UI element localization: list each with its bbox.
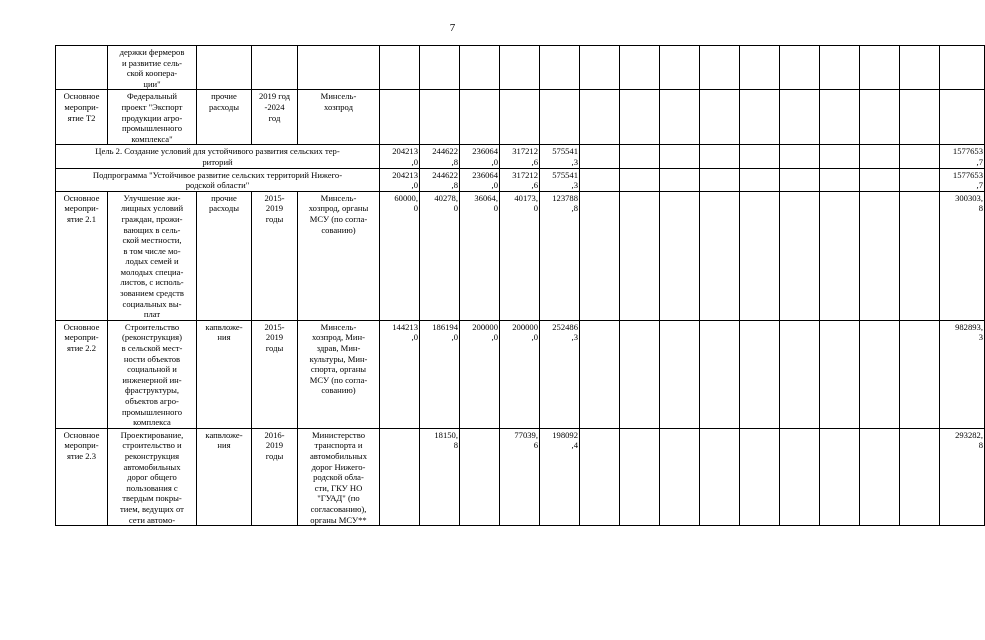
extra-value-cell — [940, 46, 985, 90]
expense-type-cell-text: прочие расходы — [209, 192, 239, 214]
expense-type-cell-text: капвложе- ния — [205, 321, 243, 343]
extra-value-cell — [580, 168, 620, 191]
program-table — [55, 45, 985, 526]
expense-type-cell-text: прочие расходы — [209, 91, 239, 112]
extra-value-cell — [620, 168, 660, 191]
funding-value-cell-text: 236064 ,0 — [472, 146, 498, 167]
table-row — [56, 191, 985, 320]
extra-value-cell — [740, 145, 780, 168]
funding-value-cell-text: 244622 ,8 — [432, 146, 458, 167]
measure-code-cell — [56, 90, 108, 145]
extra-value-cell — [740, 168, 780, 191]
funding-value-cell — [500, 320, 540, 428]
extra-value-cell — [660, 428, 700, 525]
extra-value-cell — [820, 90, 860, 145]
expense-type-cell — [197, 320, 252, 428]
funding-value-cell-text: 60000, 0 — [394, 192, 418, 214]
extra-value-cell — [780, 320, 820, 428]
funding-value-cell — [540, 46, 580, 90]
extra-value-cell — [900, 428, 940, 525]
extra-value-cell-text: 1577653 ,7 — [952, 169, 983, 191]
funding-value-cell — [500, 168, 540, 191]
funding-value-cell — [420, 145, 460, 168]
extra-value-cell — [940, 90, 985, 145]
measure-name-cell — [108, 46, 197, 90]
measure-code-cell — [56, 191, 108, 320]
funding-value-cell — [540, 145, 580, 168]
funding-value-cell — [460, 145, 500, 168]
funding-value-cell — [540, 90, 580, 145]
measure-name-cell-text: Строительство (реконструкция) в сельской мест- ности объектов социальной и инженерной ин- фраструктуры, объектов агро- промышленного комплекса — [121, 321, 183, 428]
extra-value-cell — [660, 46, 700, 90]
funding-value-cell-text: 200000 ,0 — [512, 321, 538, 343]
extra-value-cell — [900, 191, 940, 320]
extra-value-cell — [860, 145, 900, 168]
measure-code-cell — [56, 428, 108, 525]
funding-value-cell — [380, 428, 420, 525]
funding-value-cell-text: 144213 ,0 — [392, 321, 418, 343]
extra-value-cell — [700, 428, 740, 525]
funding-value-cell — [460, 90, 500, 145]
extra-value-cell — [740, 191, 780, 320]
measure-code-cell — [56, 320, 108, 428]
extra-value-cell — [780, 428, 820, 525]
period-cell-text: 2019 год -2024 год — [258, 91, 291, 123]
extra-value-cell — [580, 320, 620, 428]
extra-value-cell — [940, 428, 985, 525]
funding-value-cell-text: 40173, 0 — [514, 192, 538, 214]
funding-value-cell — [420, 428, 460, 525]
funding-value-cell — [500, 90, 540, 145]
extra-value-cell — [860, 191, 900, 320]
funding-value-cell — [420, 168, 460, 191]
funding-value-cell — [380, 46, 420, 90]
period-cell-text: 2015- 2019 годы — [264, 321, 285, 354]
funding-value-cell — [460, 168, 500, 191]
extra-value-cell — [780, 46, 820, 90]
funding-value-cell — [380, 168, 420, 191]
extra-value-cell — [620, 90, 660, 145]
funding-value-cell-text: 123788 ,8 — [552, 192, 578, 214]
table-row — [56, 320, 985, 428]
extra-value-cell — [820, 320, 860, 428]
period-cell — [252, 320, 298, 428]
funding-value-cell — [500, 46, 540, 90]
extra-value-cell — [660, 168, 700, 191]
funding-value-cell-text: 36064, 0 — [474, 192, 498, 214]
measure-name-cell-text: Улучшение жи- лищных условий граждан, прожи- вающих в сель- ской местности, в том числе мо- лодых семей и молодых специа- листов, с исполь- зованием средств социальных вы- плат — [120, 192, 184, 320]
funding-value-cell-text: 200000 ,0 — [472, 321, 498, 343]
period-cell — [252, 191, 298, 320]
funding-value-cell — [380, 320, 420, 428]
measure-name-cell-text: Проектирование, строительство и реконструкция автомобильных дорог общего пользования с твердым покры- тием, ведущих от сети автомо- — [120, 429, 184, 525]
extra-value-cell — [900, 145, 940, 168]
funding-value-cell — [420, 46, 460, 90]
extra-value-cell — [780, 191, 820, 320]
funding-value-cell-text: 186194 ,0 — [432, 321, 458, 343]
funding-value-cell-text: 204213 ,0 — [392, 146, 418, 167]
extra-value-cell — [740, 46, 780, 90]
extra-value-cell-text: 1577653 ,7 — [952, 146, 983, 167]
measure-name-cell — [108, 428, 197, 525]
extra-value-cell — [700, 320, 740, 428]
extra-value-cell — [740, 90, 780, 145]
funding-value-cell-text: 198092 ,4 — [552, 429, 578, 451]
measure-code-cell-text: Основное меропри- ятие 2.2 — [63, 321, 100, 354]
extra-value-cell — [940, 145, 985, 168]
funding-value-cell-text: 236064 ,0 — [472, 169, 498, 191]
funding-value-cell — [540, 191, 580, 320]
extra-value-cell — [940, 320, 985, 428]
funding-value-cell — [380, 90, 420, 145]
extra-value-cell-text: 293282, 8 — [955, 429, 983, 451]
extra-value-cell — [700, 46, 740, 90]
extra-value-cell — [900, 90, 940, 145]
funding-value-cell — [460, 46, 500, 90]
extra-value-cell — [740, 320, 780, 428]
executor-cell-text: Минсель- хозпрод — [320, 91, 357, 112]
executor-cell-text: Министерство транспорта и автомобильных дорог Нижего- родской обла- сти, ГКУ НО "ГУАД" (по согласованию), органы МСУ** — [309, 429, 368, 525]
extra-value-cell — [780, 90, 820, 145]
measure-name-cell-text: держки фермеров и развитие сель- ской коопера- ции" — [119, 47, 185, 89]
extra-value-cell — [860, 46, 900, 90]
funding-value-cell — [500, 428, 540, 525]
executor-cell — [298, 46, 380, 90]
extra-value-cell-text: 982893, 3 — [955, 321, 983, 343]
funding-value-cell — [460, 191, 500, 320]
funding-value-cell-text: 18150, 8 — [434, 429, 458, 451]
extra-value-cell — [820, 168, 860, 191]
funding-value-cell — [380, 145, 420, 168]
funding-value-cell-text: 317212 ,6 — [512, 169, 538, 191]
table-row — [56, 428, 985, 525]
expense-type-cell — [197, 428, 252, 525]
expense-type-cell — [197, 90, 252, 145]
extra-value-cell — [620, 46, 660, 90]
funding-value-cell — [380, 191, 420, 320]
executor-cell — [298, 90, 380, 145]
extra-value-cell — [780, 145, 820, 168]
period-cell-text: 2016- 2019 годы — [264, 429, 285, 461]
extra-value-cell — [740, 428, 780, 525]
extra-value-cell — [580, 46, 620, 90]
extra-value-cell — [860, 320, 900, 428]
table-row — [56, 145, 985, 168]
extra-value-cell-text: 300303, 8 — [955, 192, 983, 214]
funding-value-cell-text: 575541 ,3 — [552, 146, 578, 167]
section-title-cell-text: Цель 2. Создание условий для устойчивого развития сельских тер- риторий — [95, 146, 340, 167]
funding-value-cell-text: 40278, 0 — [434, 192, 458, 214]
funding-value-cell — [500, 191, 540, 320]
extra-value-cell — [700, 168, 740, 191]
table-row — [56, 46, 985, 90]
funding-value-cell — [460, 428, 500, 525]
expense-type-cell — [197, 46, 252, 90]
funding-value-cell — [420, 90, 460, 145]
measure-code-cell-text: Основное меропри- ятие 2.3 — [63, 429, 100, 461]
section-title-cell — [56, 168, 380, 191]
table-row — [56, 168, 985, 191]
extra-value-cell — [860, 168, 900, 191]
extra-value-cell — [820, 46, 860, 90]
funding-value-cell — [540, 168, 580, 191]
extra-value-cell — [700, 90, 740, 145]
extra-value-cell — [620, 145, 660, 168]
extra-value-cell — [700, 191, 740, 320]
funding-value-cell — [540, 428, 580, 525]
funding-value-cell-text: 244622 ,8 — [432, 169, 458, 191]
section-title-cell-text: Подпрограмма "Устойчивое развитие сельских территорий Нижего- родской области" — [92, 169, 343, 191]
extra-value-cell — [660, 191, 700, 320]
expense-type-cell — [197, 191, 252, 320]
extra-value-cell — [580, 191, 620, 320]
table-row — [56, 90, 985, 145]
extra-value-cell — [580, 145, 620, 168]
extra-value-cell — [660, 320, 700, 428]
funding-value-cell — [540, 320, 580, 428]
extra-value-cell — [580, 90, 620, 145]
page-number: 7 — [449, 22, 456, 34]
period-cell-text: 2015- 2019 годы — [264, 192, 285, 224]
measure-name-cell-text: Федеральный проект "Экспорт продукции агро- промышленного комплекса" — [121, 91, 183, 144]
executor-cell — [298, 191, 380, 320]
extra-value-cell — [660, 90, 700, 145]
measure-code-cell-text: Основное меропри- ятие 2.1 — [63, 192, 100, 224]
extra-value-cell — [620, 191, 660, 320]
extra-value-cell — [820, 428, 860, 525]
funding-value-cell-text: 317212 ,6 — [512, 146, 538, 167]
period-cell — [252, 428, 298, 525]
funding-value-cell-text: 575541 ,3 — [552, 169, 578, 191]
extra-value-cell — [620, 320, 660, 428]
measure-name-cell — [108, 90, 197, 145]
executor-cell-text: Минсель- хозпрод, органы МСУ (по согла- сованию) — [308, 192, 369, 235]
period-cell — [252, 90, 298, 145]
extra-value-cell — [900, 168, 940, 191]
extra-value-cell — [940, 191, 985, 320]
executor-cell — [298, 320, 380, 428]
measure-code-cell — [56, 46, 108, 90]
extra-value-cell — [620, 428, 660, 525]
extra-value-cell — [860, 428, 900, 525]
funding-value-cell — [460, 320, 500, 428]
extra-value-cell — [580, 428, 620, 525]
expense-type-cell-text: капвложе- ния — [205, 429, 243, 451]
funding-value-cell-text: 252486 ,3 — [552, 321, 578, 343]
funding-value-cell-text: 77039, 6 — [514, 429, 538, 451]
extra-value-cell — [700, 145, 740, 168]
extra-value-cell — [660, 145, 700, 168]
extra-value-cell — [820, 145, 860, 168]
extra-value-cell — [900, 320, 940, 428]
funding-value-cell-text: 204213 ,0 — [392, 169, 418, 191]
extra-value-cell — [940, 168, 985, 191]
extra-value-cell — [820, 191, 860, 320]
funding-value-cell — [500, 145, 540, 168]
period-cell — [252, 46, 298, 90]
section-title-cell — [56, 145, 380, 168]
extra-value-cell — [860, 90, 900, 145]
executor-cell-text: Минсель- хозпрод, Мин- здрав, Мин- культуры, Мин- спорта, органы МСУ (по согла- сованию) — [309, 321, 368, 396]
funding-value-cell — [420, 320, 460, 428]
extra-value-cell — [900, 46, 940, 90]
measure-name-cell — [108, 320, 197, 428]
extra-value-cell — [780, 168, 820, 191]
measure-code-cell-text: Основное меропри- ятие Т2 — [63, 91, 100, 123]
measure-name-cell — [108, 191, 197, 320]
funding-value-cell — [420, 191, 460, 320]
executor-cell — [298, 428, 380, 525]
